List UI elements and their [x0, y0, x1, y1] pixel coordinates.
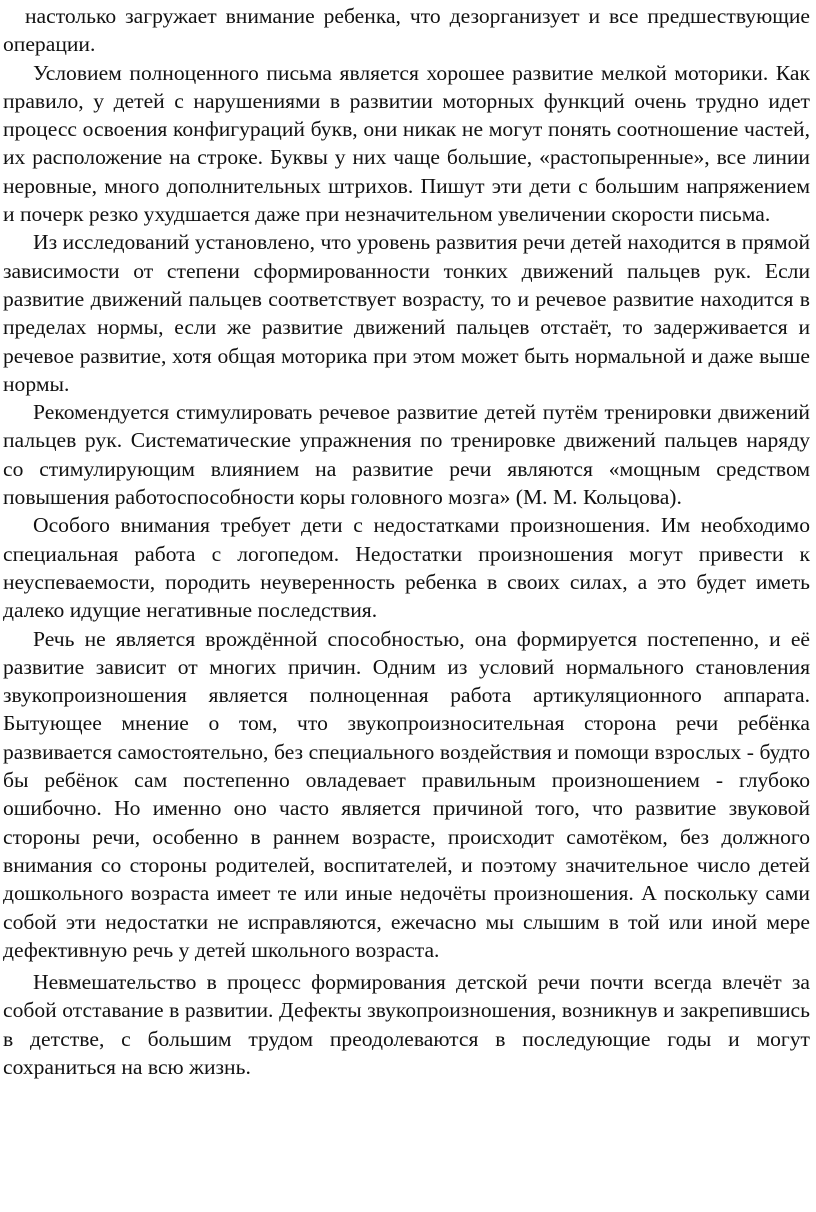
paragraph-pronunciation-deficits: Особого внимания требует дети с недостатками произношения. Им необходимо специальная работа с логопедом. Недостатки произношения могут привести к неуспеваемости, породить неуверенность ребенка в своих силах, а это будет иметь далеко идущие негативные последствия. — [3, 513, 810, 623]
paragraph-fine-motor-skills: Условием полноценного письма является хорошее развитие мелкой моторики. Как правило, у детей с нарушениями в развитии моторных функций очень трудно идет процесс освоения конфигураций букв, они никак не могут понять соотношение частей, их расположение на строке. Буквы у них чаще большие, «растопыренные», все линии неровные, много дополнительных штрихов. Пишут эти дети с большим напряжением и почерк резко ухудшается даже при незначительном увеличении скорости письма. — [3, 60, 810, 227]
paragraph-research-findings: Из исследований установлено, что уровень развития речи детей находится в прямой зависимости от степени сформированности тонких движений пальцев рук. Если развитие движений пальцев соответствует возрасту, то и речевое развитие находится в пределах нормы, если же развитие движений пальцев отстаёт, то задерживается и речевое развитие, хотя общая моторика при этом может быть нормальной и даже выше нормы. — [3, 230, 810, 396]
paragraph-recommendation: Рекомендуется стимулировать речевое развитие детей путём тренировки движений пальцев рук. Систематические упражнения по тренировке движений пальцев наряду со стимулирующим влиянием на развитие речи являются «мощным средством повышения работоспособности коры головного мозга» (М. М. Кольцова). — [3, 400, 810, 510]
paragraph-speech-development: Речь не является врождённой способностью, она формируется постепенно, и её развитие зависит от многих причин. Одним из условий нормального становления звукопроизношения является полноценная работа артикуляционного аппарата. Бытующее мнение о том, что звукопроизносительная сторона речи ребёнка развивается самостоятельно, без специального воздействия и помощи взрослых - будто бы ребёнок сам постепенно овладевает правильным произношением - глубоко ошибочно. Но именно оно часто является причиной того, что развитие звуковой стороны речи, особенно в раннем возрасте, происходит самотёком, без должного внимания со стороны родителей, воспитателей, и поэтому значительное число детей дошкольного возраста имеет те или иные недочёты произношения. А поскольку сами собой эти недостатки не исправляются, ежечасно мы слышим в той или иной мере дефективную речь у детей школьного возраста. — [3, 626, 810, 962]
paragraph-continuation: настолько загружает внимание ребенка, что дезорганизует и все предшествующие операции. — [3, 4, 810, 57]
paragraph-non-intervention: Невмешательство в процесс формирования детской речи почти всегда влечёт за собой отставание в развитии. Дефекты звукопроизношения, возникнув и закрепившись в детстве, с большим трудом преодолеваются в последующие годы и могут сохраниться на всю жизнь. — [3, 970, 810, 1079]
